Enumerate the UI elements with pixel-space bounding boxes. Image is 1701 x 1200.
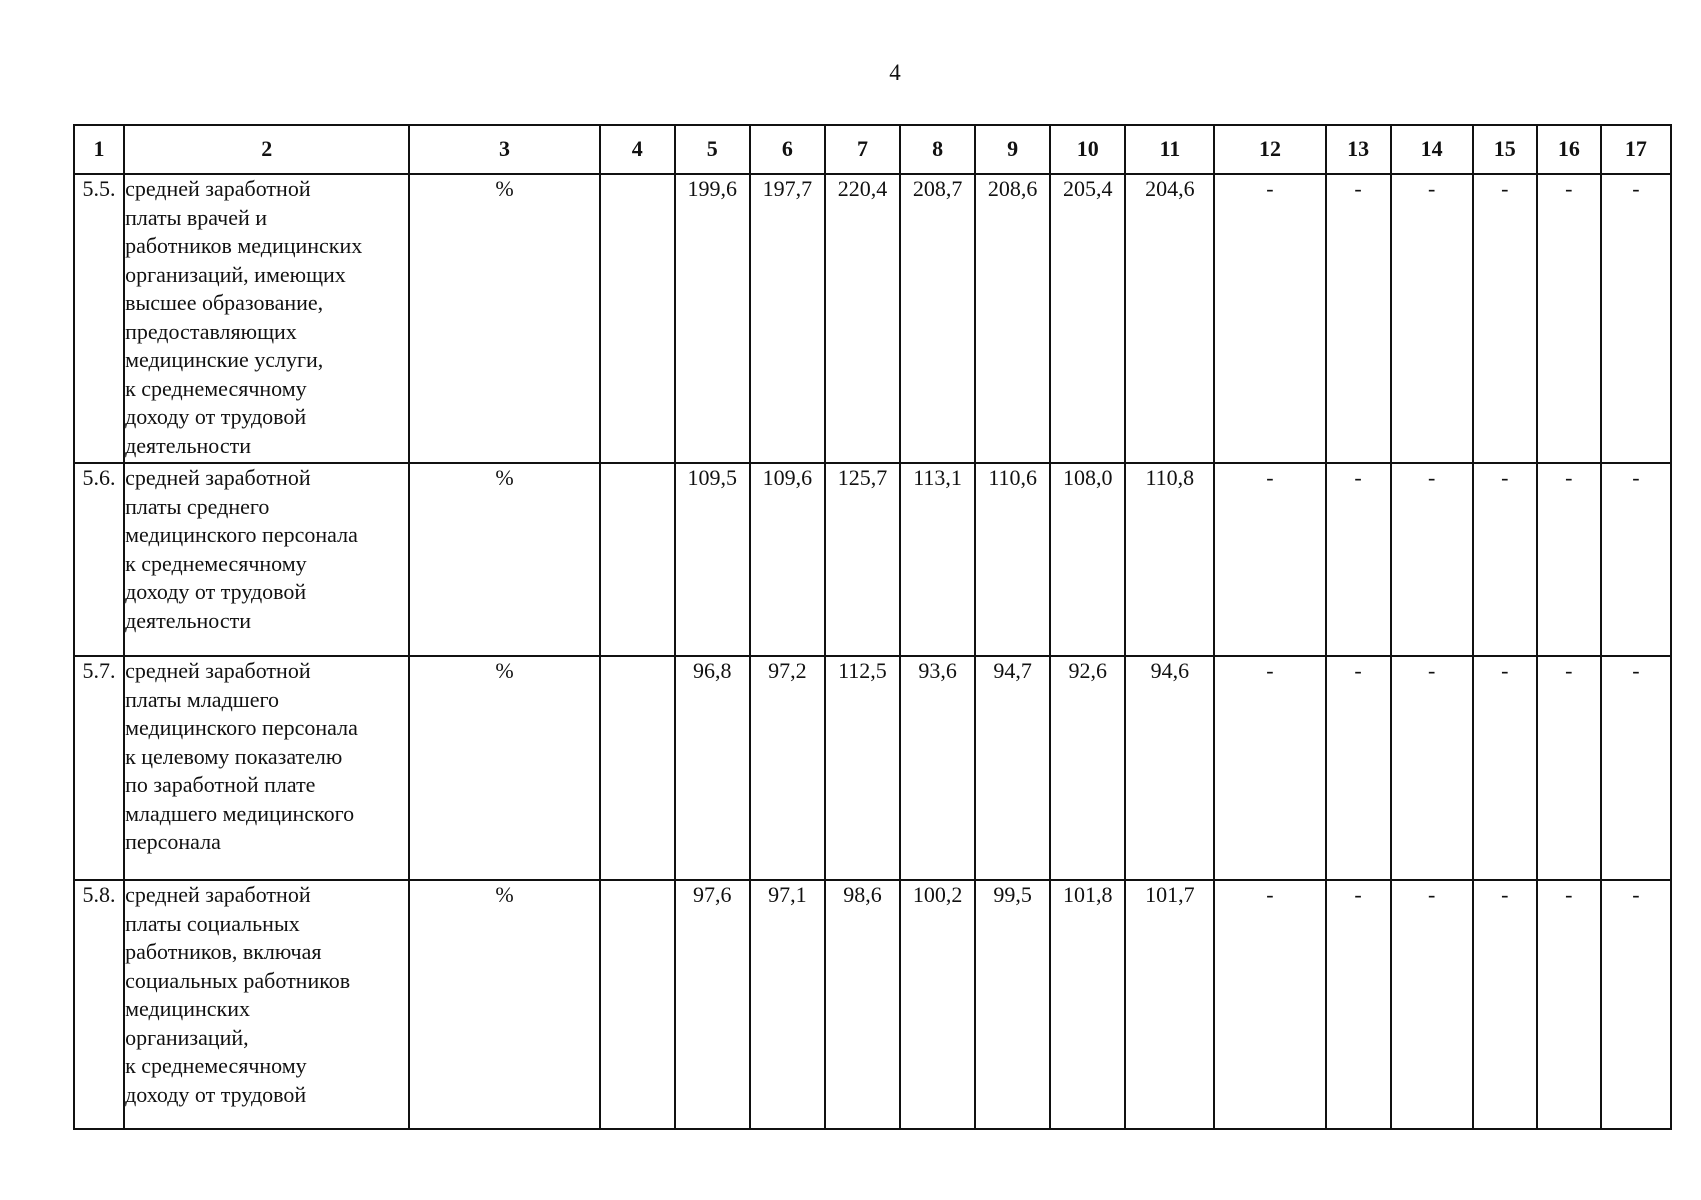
header-cell: 2	[124, 125, 409, 174]
value-cell: 97,1	[750, 880, 825, 1129]
value-cell: -	[1473, 880, 1537, 1129]
indicator-name-cell: средней заработной платы врачей и работников медицинских организаций, имеющих высшее образование, предоставляющих медицинские услуги, к среднемесячному доходу от трудовой деятельности	[124, 174, 409, 463]
unit-cell: %	[409, 174, 599, 463]
header-cell: 16	[1537, 125, 1601, 174]
value-cell: -	[1601, 463, 1671, 656]
value-cell: -	[1537, 880, 1601, 1129]
value-cell: 113,1	[900, 463, 975, 656]
value-cell: 94,6	[1125, 656, 1214, 880]
value-cell: -	[1214, 463, 1325, 656]
indicator-name-cell: средней заработной платы среднего медицинского персонала к среднемесячному доходу от трудовой деятельности	[124, 463, 409, 656]
value-cell: 110,8	[1125, 463, 1214, 656]
value-cell: 208,7	[900, 174, 975, 463]
header-cell: 3	[409, 125, 599, 174]
value-cell: -	[1391, 463, 1473, 656]
value-cell: -	[1391, 880, 1473, 1129]
indicator-name-cell: средней заработной платы младшего медицинского персонала к целевому показателю по заработной плате младшего медицинского персонала	[124, 656, 409, 880]
header-cell: 15	[1473, 125, 1537, 174]
table-row	[74, 174, 1671, 463]
value-cell: 208,6	[975, 174, 1050, 463]
header-cell: 14	[1391, 125, 1473, 174]
header-cell: 11	[1125, 125, 1214, 174]
table-header	[74, 125, 1671, 174]
page-number: 4	[889, 60, 901, 85]
value-cell: 125,7	[825, 463, 900, 656]
header-cell: 10	[1050, 125, 1125, 174]
value-cell: 197,7	[750, 174, 825, 463]
header-cell: 8	[900, 125, 975, 174]
value-cell	[600, 880, 675, 1129]
value-cell: -	[1391, 174, 1473, 463]
value-cell: -	[1473, 463, 1537, 656]
value-cell: 110,6	[975, 463, 1050, 656]
row-number-cell: 5.6.	[74, 463, 124, 656]
value-cell: 92,6	[1050, 656, 1125, 880]
value-cell: 112,5	[825, 656, 900, 880]
value-cell: 205,4	[1050, 174, 1125, 463]
row-number-cell: 5.7.	[74, 656, 124, 880]
value-cell: -	[1473, 656, 1537, 880]
value-cell: 199,6	[675, 174, 750, 463]
value-cell: 108,0	[1050, 463, 1125, 656]
value-cell: -	[1214, 656, 1325, 880]
value-cell	[600, 174, 675, 463]
header-cell: 13	[1326, 125, 1391, 174]
unit-cell: %	[409, 463, 599, 656]
table-body	[74, 174, 1671, 1129]
row-number-cell: 5.5.	[74, 174, 124, 463]
value-cell: -	[1537, 463, 1601, 656]
value-cell: 204,6	[1125, 174, 1214, 463]
data-table	[73, 124, 1672, 1130]
header-cell: 12	[1214, 125, 1325, 174]
value-cell: -	[1214, 174, 1325, 463]
header-row	[74, 125, 1671, 174]
header-cell: 6	[750, 125, 825, 174]
header-cell: 9	[975, 125, 1050, 174]
table-row	[74, 880, 1671, 1129]
unit-cell: %	[409, 880, 599, 1129]
value-cell: -	[1391, 656, 1473, 880]
row-number-cell: 5.8.	[74, 880, 124, 1129]
value-cell: -	[1326, 174, 1391, 463]
value-cell: 98,6	[825, 880, 900, 1129]
header-cell: 5	[675, 125, 750, 174]
value-cell: 93,6	[900, 656, 975, 880]
value-cell: 101,8	[1050, 880, 1125, 1129]
value-cell: -	[1326, 463, 1391, 656]
value-cell: 101,7	[1125, 880, 1214, 1129]
unit-cell: %	[409, 656, 599, 880]
value-cell: -	[1473, 174, 1537, 463]
header-cell: 17	[1601, 125, 1671, 174]
table-row	[74, 656, 1671, 880]
indicator-name-cell: средней заработной платы социальных работников, включая социальных работников медицинских организаций, к среднемесячному доходу от трудовой	[124, 880, 409, 1129]
value-cell: 100,2	[900, 880, 975, 1129]
value-cell: 96,8	[675, 656, 750, 880]
value-cell	[600, 463, 675, 656]
value-cell	[600, 656, 675, 880]
value-cell: -	[1537, 174, 1601, 463]
header-cell: 4	[600, 125, 675, 174]
value-cell: -	[1326, 656, 1391, 880]
header-cell: 7	[825, 125, 900, 174]
value-cell: 109,6	[750, 463, 825, 656]
value-cell: -	[1537, 656, 1601, 880]
header-cell: 1	[74, 125, 124, 174]
value-cell: 220,4	[825, 174, 900, 463]
value-cell: 94,7	[975, 656, 1050, 880]
value-cell: -	[1601, 174, 1671, 463]
value-cell: -	[1326, 880, 1391, 1129]
value-cell: 97,6	[675, 880, 750, 1129]
value-cell: -	[1214, 880, 1325, 1129]
value-cell: -	[1601, 656, 1671, 880]
value-cell: 97,2	[750, 656, 825, 880]
value-cell: 99,5	[975, 880, 1050, 1129]
value-cell: -	[1601, 880, 1671, 1129]
table-row	[74, 463, 1671, 656]
value-cell: 109,5	[675, 463, 750, 656]
